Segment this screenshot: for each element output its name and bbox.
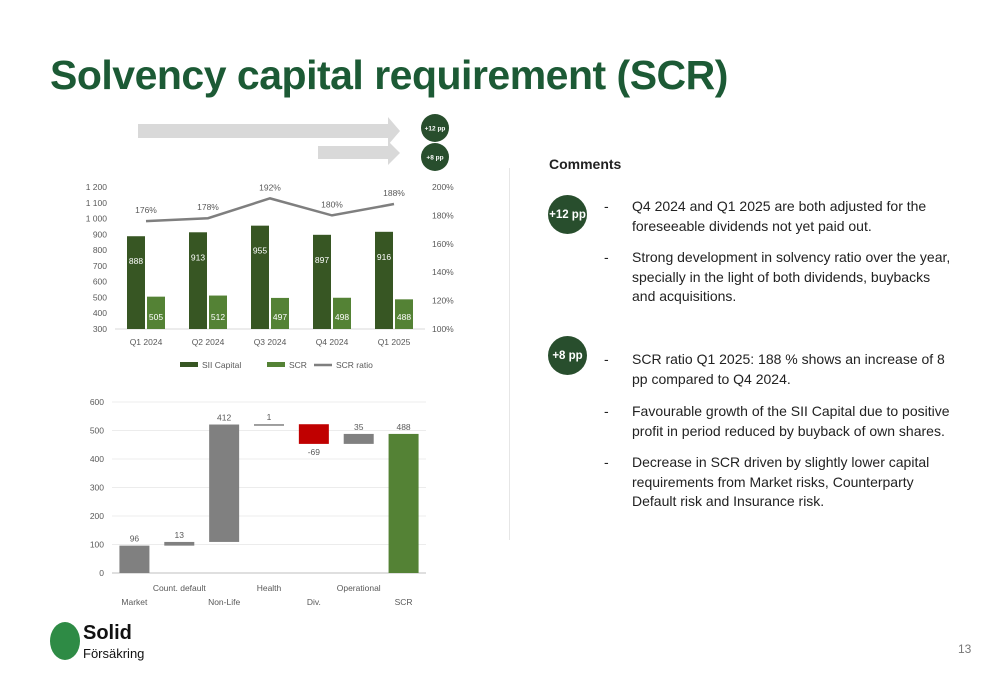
waterfall-value-label: 96 bbox=[129, 533, 140, 544]
sii-capital-value-label: 897 bbox=[314, 254, 330, 265]
waterfall-bar bbox=[119, 546, 149, 573]
waterfall-bar bbox=[299, 424, 329, 444]
waterfall-value-label: 35 bbox=[353, 421, 364, 432]
comment-bullet bbox=[604, 402, 954, 441]
arrow-short bbox=[318, 141, 400, 165]
scr-ratio-value-label: 188% bbox=[383, 188, 405, 199]
logo-subtitle: Försäkring bbox=[83, 646, 145, 661]
bullet-text: SCR ratio Q1 2025: 188 % shows an increase of 8 pp compared to Q4 2024. bbox=[632, 351, 945, 387]
arrow-long bbox=[138, 117, 400, 145]
bullet-dash: - bbox=[604, 198, 609, 214]
legend-label: SCR bbox=[289, 360, 307, 370]
x-axis-category-label: Market bbox=[121, 597, 148, 607]
sii-capital-bar bbox=[251, 226, 269, 329]
y-axis-tick-label: 0 bbox=[99, 568, 104, 578]
legend-swatch bbox=[267, 362, 285, 367]
arrow-badge-8pp-label: +8 pp bbox=[426, 154, 444, 162]
section-divider bbox=[509, 168, 510, 540]
waterfall-bar bbox=[254, 424, 284, 426]
y2-axis-tick-label: 120% bbox=[432, 295, 454, 306]
comments-heading: Comments bbox=[549, 156, 622, 172]
y2-axis-tick-label: 160% bbox=[432, 238, 454, 249]
bullet-text: Decrease in SCR driven by slightly lower capital requirements from Market risks, Counterparty Default risk and Insurance risk. bbox=[632, 454, 930, 509]
x-axis-category-label: Q2 2024 bbox=[191, 337, 225, 347]
waterfall-bar bbox=[164, 542, 194, 546]
x-axis-category-label: SCR bbox=[394, 597, 413, 607]
legend-label: SII Capital bbox=[202, 360, 242, 370]
bullet-dash: - bbox=[604, 454, 609, 470]
sii-capital-value-label: 888 bbox=[128, 256, 144, 267]
x-axis-category-label: Q1 2024 bbox=[129, 337, 163, 347]
bullet-text: Favourable growth of the SII Capital due to positive profit in period reduced by buyback of own shares. bbox=[632, 403, 950, 439]
scr-value-label: 512 bbox=[210, 312, 226, 322]
legend-label: SCR ratio bbox=[336, 360, 373, 370]
y-axis-tick-label: 300 bbox=[89, 482, 104, 493]
waterfall-value-label: 1 bbox=[266, 412, 272, 423]
x-axis-category-label: Div. bbox=[306, 597, 321, 607]
sii-capital-bar bbox=[127, 236, 145, 329]
y2-axis-tick-label: 200% bbox=[432, 182, 454, 192]
y-axis-tick-label: 600 bbox=[92, 276, 107, 287]
comment-bullet bbox=[604, 248, 954, 307]
y-axis-tick-label: 1 200 bbox=[85, 182, 107, 192]
scr-ratio-value-label: 176% bbox=[135, 205, 157, 216]
y-axis-tick-label: 900 bbox=[92, 229, 107, 240]
scr-ratio-value-label: 180% bbox=[321, 199, 343, 210]
waterfall-value-label: -69 bbox=[307, 446, 321, 457]
scr-ratio-line bbox=[146, 198, 394, 221]
scr-value-label: 505 bbox=[148, 312, 164, 322]
waterfall-bar bbox=[389, 434, 419, 573]
y-axis-tick-label: 1 000 bbox=[85, 213, 107, 224]
x-axis-category-label: Health bbox=[256, 583, 282, 593]
y2-axis-tick-label: 100% bbox=[432, 324, 454, 334]
y-axis-tick-label: 700 bbox=[92, 260, 107, 271]
x-axis-category-label: Q1 2025 bbox=[377, 337, 411, 347]
legend-swatch bbox=[180, 362, 198, 367]
logo-name: Solid bbox=[83, 622, 132, 644]
y-axis-tick-label: 200 bbox=[89, 511, 104, 521]
scr-ratio-value-label: 192% bbox=[259, 182, 281, 193]
y2-axis-tick-label: 180% bbox=[432, 210, 454, 221]
sii-capital-value-label: 916 bbox=[376, 251, 392, 262]
waterfall-value-label: 488 bbox=[396, 421, 411, 432]
logo-mark bbox=[50, 622, 80, 660]
y-axis-tick-label: 1 100 bbox=[85, 197, 107, 208]
comment-bullet bbox=[604, 350, 954, 389]
sii-capital-bar bbox=[189, 232, 207, 329]
comment-bullet bbox=[604, 197, 954, 236]
bullet-dash: - bbox=[604, 403, 609, 419]
arrow-badge-12pp-label: +12 pp bbox=[424, 125, 446, 133]
x-axis-category-label: Count. default bbox=[152, 583, 206, 593]
comment-badge-12pp: +12 pp bbox=[548, 195, 587, 234]
x-axis-category-label: Q4 2024 bbox=[315, 337, 349, 347]
sii-capital-bar bbox=[313, 235, 331, 329]
bullet-dash: - bbox=[604, 351, 609, 367]
y-axis-tick-label: 800 bbox=[92, 245, 107, 256]
y-axis-tick-label: 400 bbox=[89, 454, 104, 464]
page-title: Solvency capital requirement (SCR) bbox=[50, 52, 728, 98]
bullet-text: Strong development in solvency ratio over the year, specially in the light of both dividends, buybacks and acquisitions. bbox=[632, 249, 951, 304]
page-number: 13 bbox=[958, 642, 972, 656]
waterfall-value-label: 412 bbox=[217, 412, 232, 423]
waterfall-value-label: 13 bbox=[174, 529, 185, 540]
y-axis-tick-label: 100 bbox=[89, 539, 104, 550]
sii-capital-bar bbox=[375, 232, 393, 329]
trend-arrows bbox=[130, 112, 460, 172]
y2-axis-tick-label: 140% bbox=[432, 267, 454, 278]
y-axis-tick-label: 500 bbox=[92, 292, 107, 303]
bullet-text: Q4 2024 and Q1 2025 are both adjusted for the foreseeable dividends not yet paid out. bbox=[632, 198, 927, 234]
waterfall-bar bbox=[344, 434, 374, 444]
sii-capital-value-label: 913 bbox=[190, 252, 206, 263]
scr-value-label: 488 bbox=[396, 312, 412, 322]
sii-capital-value-label: 955 bbox=[252, 245, 268, 256]
x-axis-category-label: Operational bbox=[336, 583, 381, 593]
comment-bullet bbox=[604, 453, 954, 512]
y-axis-tick-label: 500 bbox=[89, 425, 104, 436]
y-axis-tick-label: 400 bbox=[92, 308, 107, 319]
scr-ratio-value-label: 178% bbox=[197, 202, 219, 213]
bullet-dash: - bbox=[604, 249, 609, 265]
comment-badge-8pp: +8 pp bbox=[548, 336, 587, 375]
y-axis-tick-label: 600 bbox=[89, 397, 104, 407]
scr-waterfall-chart bbox=[70, 392, 440, 617]
waterfall-bar bbox=[209, 425, 239, 542]
y-axis-tick-label: 300 bbox=[92, 324, 107, 334]
scr-value-label: 498 bbox=[334, 312, 350, 322]
x-axis-category-label: Q3 2024 bbox=[253, 337, 287, 347]
solvency-bar-line-chart bbox=[70, 172, 470, 382]
x-axis-category-label: Non-Life bbox=[208, 597, 241, 607]
scr-value-label: 497 bbox=[272, 312, 288, 322]
